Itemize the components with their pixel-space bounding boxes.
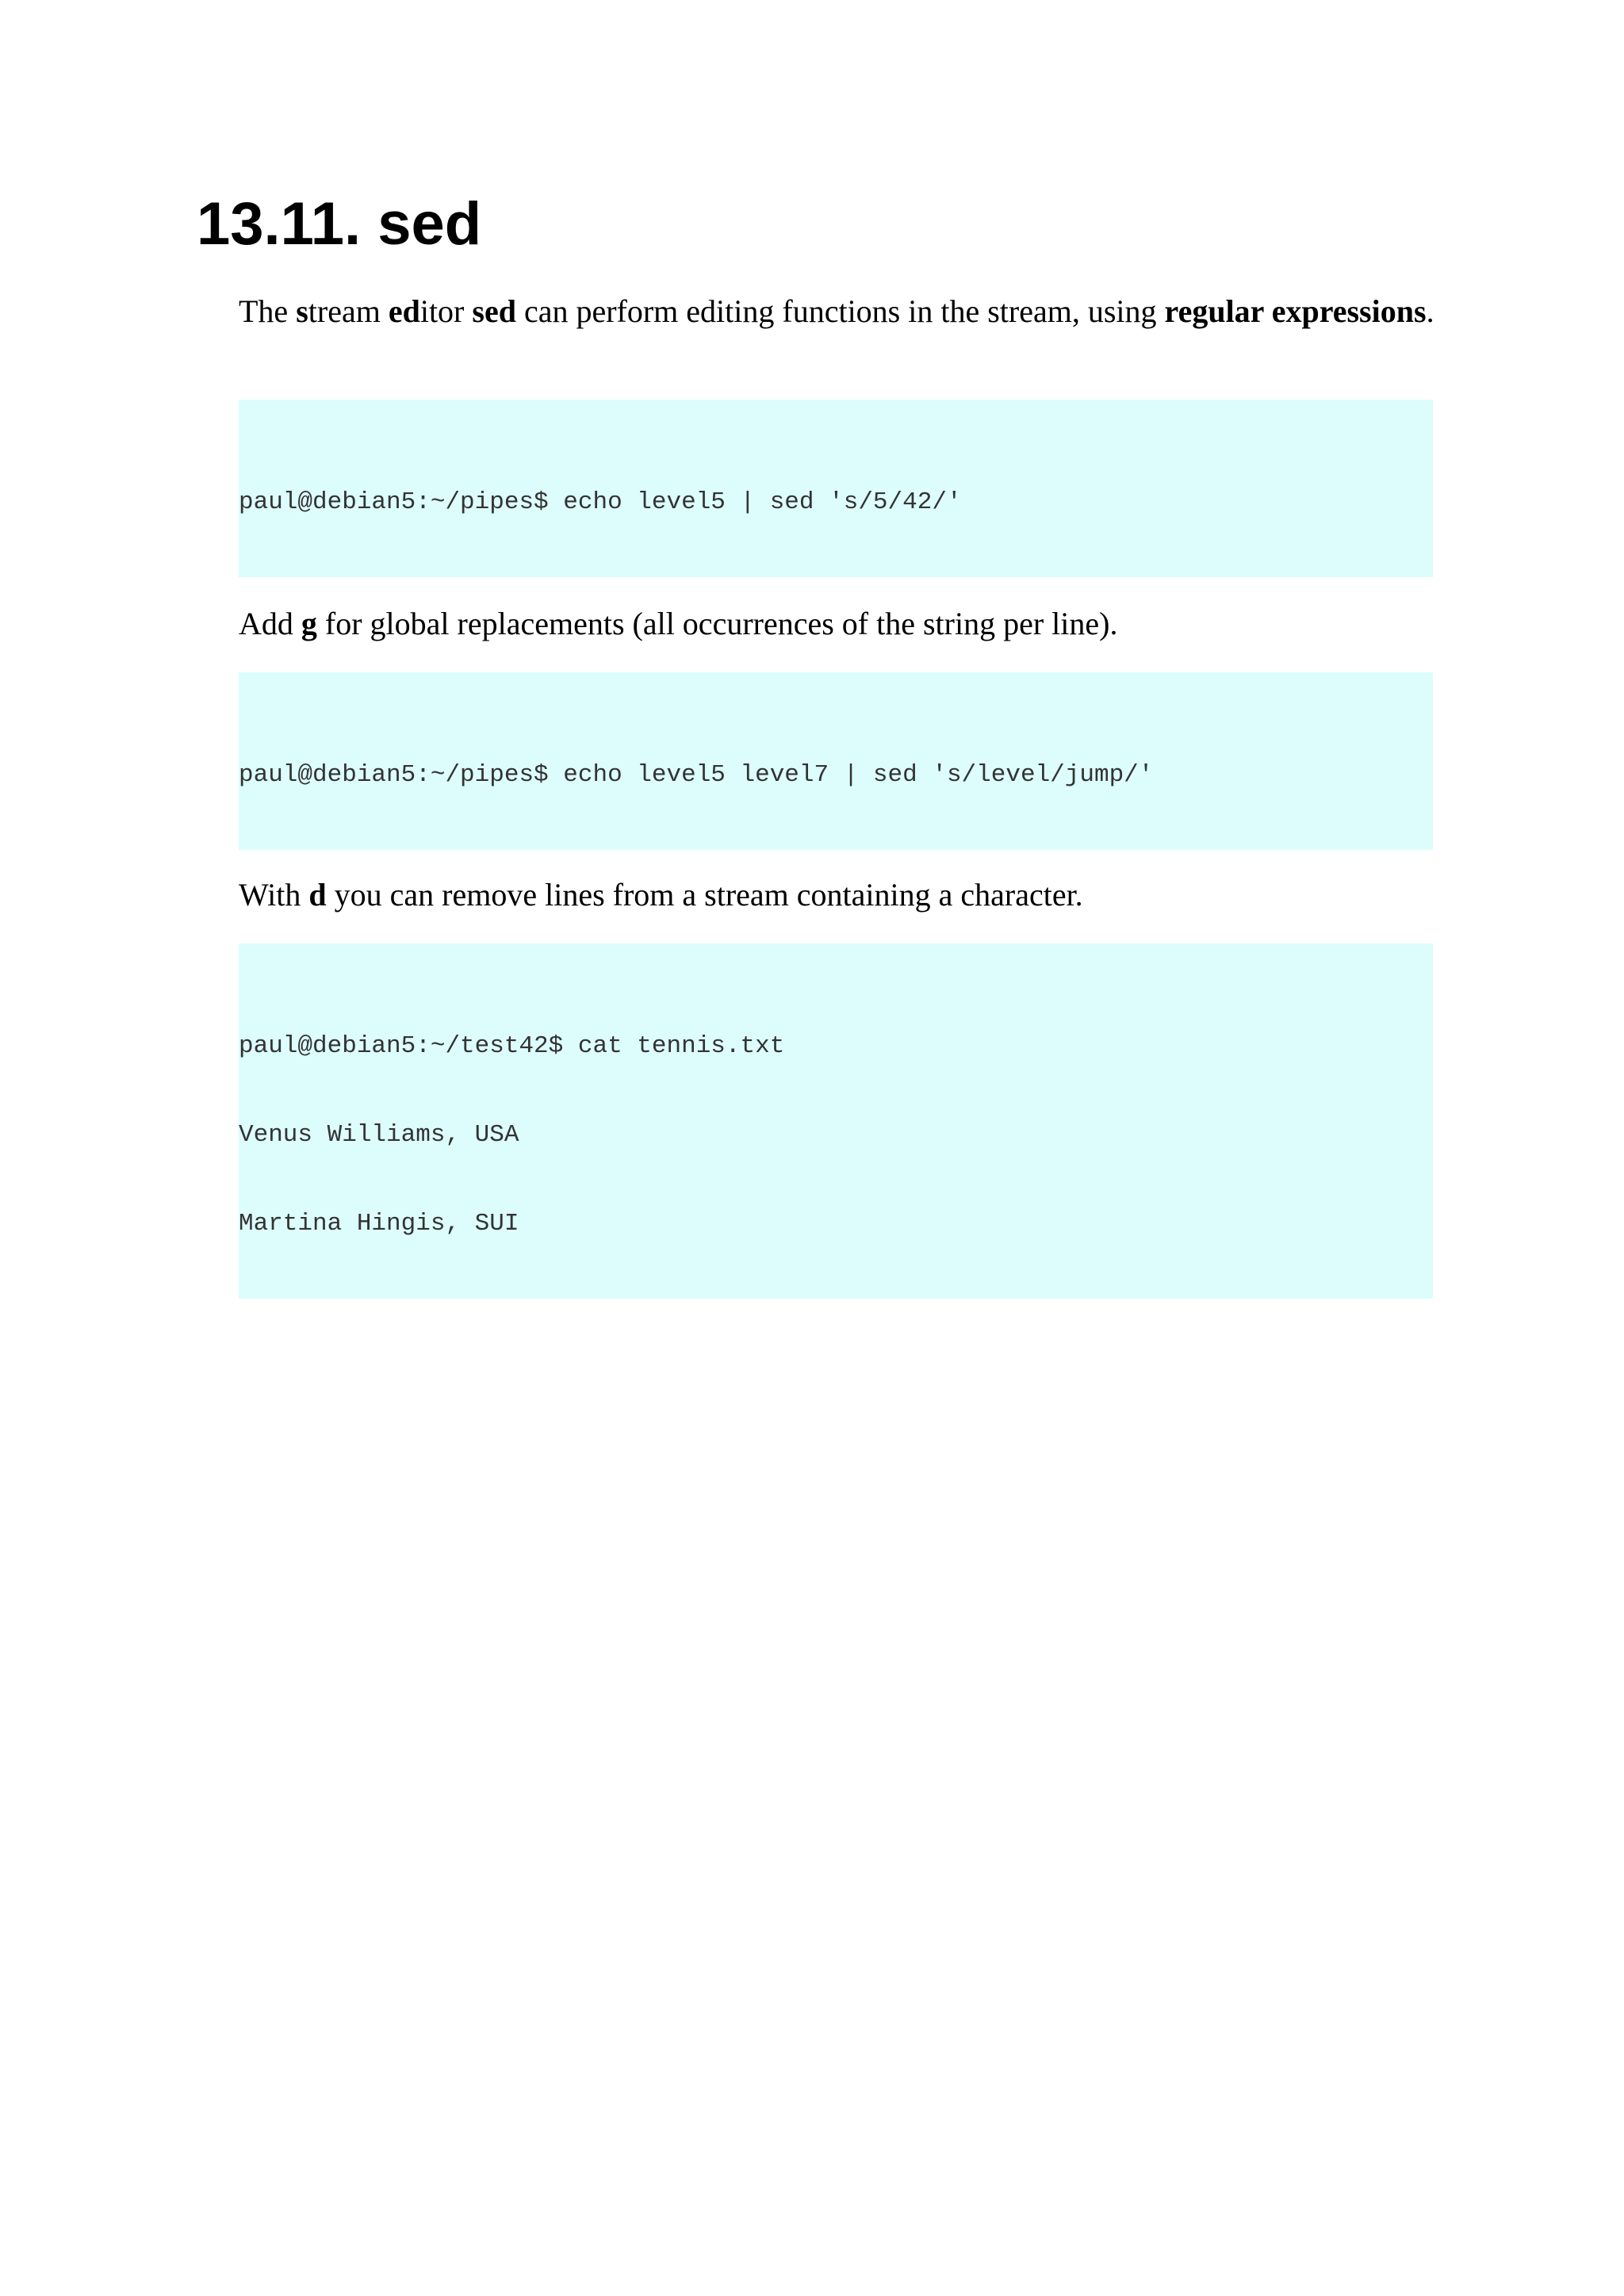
code-line: paul@debian5:~/pipes$ echo level5 level7 | sed 's/level/jump/' bbox=[239, 760, 1154, 789]
code-block-2 bbox=[239, 672, 1433, 850]
para-g-text-1: Add bbox=[239, 606, 301, 641]
intro-text-5: . bbox=[1426, 293, 1434, 329]
intro-text-2: tream bbox=[308, 293, 389, 329]
para-d-bold: d bbox=[308, 877, 327, 913]
intro-bold-2: ed bbox=[388, 293, 420, 329]
intro-bold-3: sed bbox=[472, 293, 516, 329]
global-replace-paragraph bbox=[239, 604, 1444, 644]
code-block-1 bbox=[239, 400, 1433, 577]
intro-text-3: itor bbox=[419, 293, 473, 329]
intro-bold-4: regular expressions bbox=[1164, 293, 1427, 329]
code-line bbox=[239, 576, 1433, 577]
code-line bbox=[239, 1298, 1433, 1299]
code-line: Venus Williams, USA bbox=[239, 1121, 519, 1150]
code-line bbox=[239, 849, 1433, 850]
code-line: paul@debian5:~/test42$ cat tennis.txt bbox=[239, 1031, 785, 1060]
para-g-bold: g bbox=[301, 606, 317, 641]
code-line: Martina Hingis, SUI bbox=[239, 1210, 519, 1238]
code-line: paul@debian5:~/pipes$ echo level5 | sed 's/5/42/' bbox=[239, 488, 962, 516]
para-g-text-2: for global replacements (all occurrences of the string per line). bbox=[316, 606, 1118, 641]
para-d-text-2: you can remove lines from a stream containing a character. bbox=[326, 877, 1083, 913]
para-d-text-1: With bbox=[239, 877, 309, 913]
intro-text-1: The bbox=[239, 293, 297, 329]
code-block-3 bbox=[239, 943, 1433, 1299]
intro-bold-1: s bbox=[296, 293, 308, 329]
section-title: 13.11. sed bbox=[197, 190, 482, 258]
delete-lines-paragraph bbox=[239, 875, 1444, 915]
intro-paragraph bbox=[239, 292, 1444, 331]
intro-text-4: can perform editing functions in the stream, using bbox=[515, 293, 1165, 329]
